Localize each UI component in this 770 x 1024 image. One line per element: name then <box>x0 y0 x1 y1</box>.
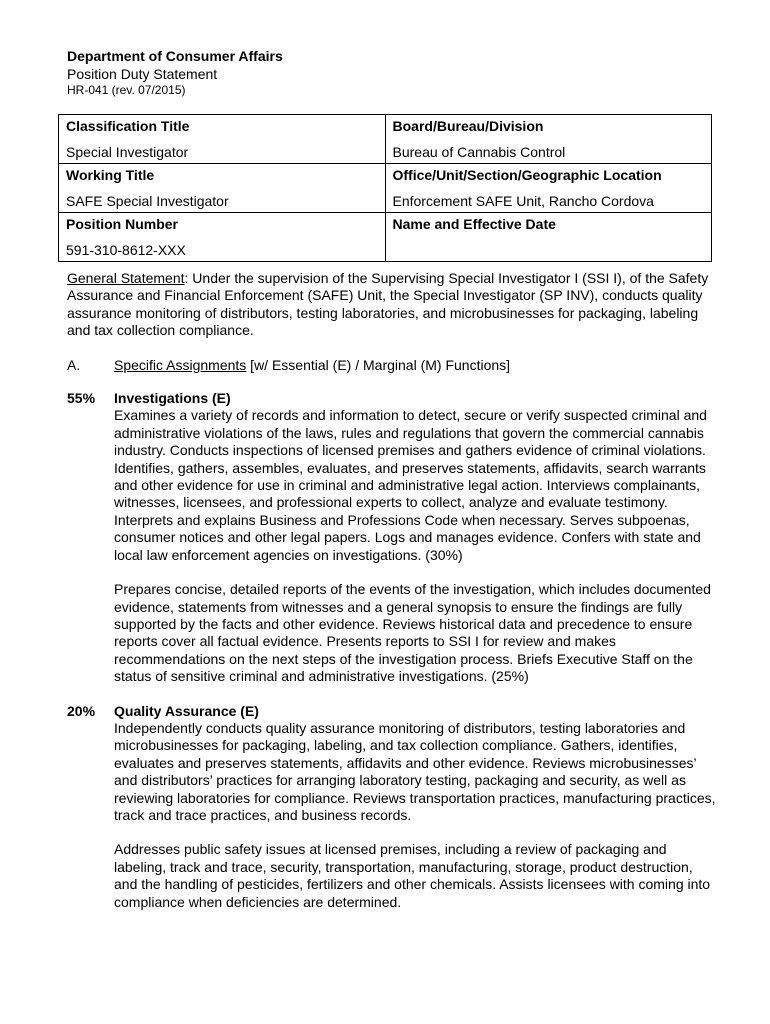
office-value: Enforcement SAFE Unit, Rancho Cordova <box>392 193 654 209</box>
position-number-cell <box>59 213 386 262</box>
assignment-paragraph: Addresses public safety issues at licensed premises, including a review of packaging and labeling, track and trace, security, transportation, manufacturing, storage, product destruction, and the handling of pesticides, fertilizers and other chemicals. Assists licensees with coming into compliance when deficiencies are determined. <box>114 841 711 910</box>
classification-title-value: Special Investigator <box>66 144 189 160</box>
working-title-cell <box>59 164 386 213</box>
working-title-label: Working Title <box>66 167 155 183</box>
office-cell <box>385 164 712 213</box>
assignment-title: Investigations (E) <box>114 390 231 407</box>
board-value: Bureau of Cannabis Control <box>392 144 566 160</box>
board-cell <box>385 115 712 164</box>
position-number-value: 591-310-8612-XXX <box>66 242 186 258</box>
section-a-letter: A. <box>67 356 81 373</box>
position-info-table <box>58 114 712 262</box>
classification-title-cell <box>59 115 386 164</box>
department-name: Department of Consumer Affairs <box>67 48 283 64</box>
assignment-item <box>67 703 717 911</box>
assignment-paragraph: Examines a variety of records and information to detect, secure or verify suspected criminal and administrative violations of the laws, rules and regulations that govern the commercial cannabis industry. Conducts inspections of licensed premises and gathers evidence of criminal violations. Identifies, gathers, assembles, evaluates, and preserves statements, affidavits, search warrants and other evidence for use in criminal and administrative legal action. Interviews complainants, witnesses, licensees, and professional experts to collect, analyze and evaluate testimony. Interprets and explains Business and Professions Code when necessary. Serves subpoenas, consumer notices and other legal papers. Logs and manages evidence. Confers with state and local law enforcement agencies on investigations. (30%) <box>114 407 707 563</box>
form-number: HR-041 (rev. 07/2015) <box>67 83 186 97</box>
assignment-title: Quality Assurance (E) <box>114 702 259 719</box>
classification-title-label: Classification Title <box>66 118 190 134</box>
name-date-cell <box>385 213 712 262</box>
general-statement-text: : Under the supervision of the Supervising Special Investigator I (SSI I), of the Safety Assurance and Financial Enforcement (SAFE) Unit, the Special Investigator (SP INV), conducts quality assurance monitoring of distributors, testing laboratories, and microbusinesses for packaging, labeling and tax collection compliance. <box>67 270 709 339</box>
general-statement <box>67 270 717 340</box>
assignment-percent: 20% <box>67 702 96 719</box>
document-header <box>67 47 707 98</box>
document-title: Position Duty Statement <box>67 66 218 82</box>
assignment-item <box>67 390 717 686</box>
board-label: Board/Bureau/Division <box>392 118 544 134</box>
assignment-paragraph: Independently conducts quality assurance monitoring of distributors, testing laboratories and microbusinesses for packaging, labeling, and tax collection compliance. Gathers, identifies, evaluates and preserves statements, affidavits and other evidence. Reviews microbusinesses’ and distributors’ practices for arranging laboratory testing, packaging and security, as well as reviewing laboratories for compliance. Reviews transportation practices, manufacturing practices, track and trace practices, and business records. <box>114 719 716 823</box>
general-statement-label: General Statement <box>67 270 185 286</box>
assignment-paragraph: Prepares concise, detailed reports of the events of the investigation, which includes documented evidence, statements from witnesses and a general synopsis to ensure the findings are fully supported by the facts and other evidence. Reviews historical data and precedence to ensure reports cover all factual evidence. Presents reports to SSI I for review and makes recommendations on the next steps of the investigation process. Briefs Executive Staff on the status of sensitive criminal and administrative investigations. (25%) <box>114 581 711 685</box>
office-label: Office/Unit/Section/Geographic Location <box>392 167 662 183</box>
assignment-percent: 55% <box>67 390 96 407</box>
working-title-value: SAFE Special Investigator <box>66 193 229 209</box>
document-body <box>67 270 717 911</box>
position-number-label: Position Number <box>66 216 179 232</box>
section-a-suffix: [w/ Essential (E) / Marginal (M) Functions] <box>246 356 511 373</box>
section-a-heading <box>67 357 717 374</box>
name-date-label: Name and Effective Date <box>392 216 556 232</box>
section-a-label: Specific Assignments <box>114 356 247 373</box>
